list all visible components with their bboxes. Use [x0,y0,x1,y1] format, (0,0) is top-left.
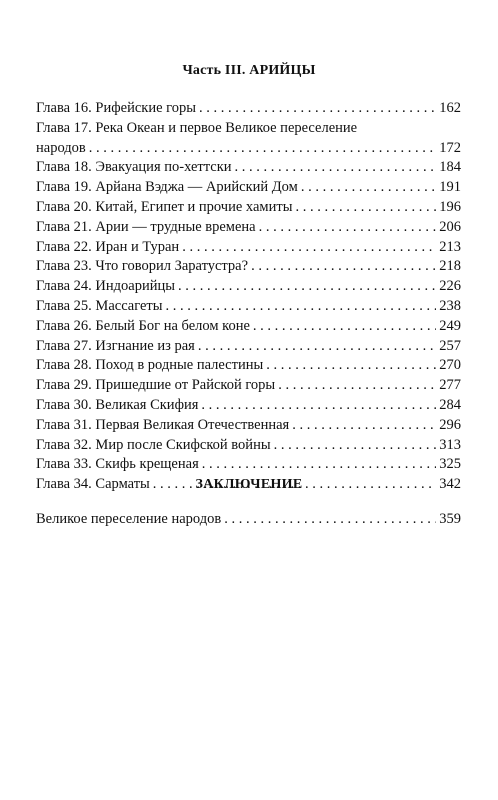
entry-page-number: 342 [439,476,461,493]
dot-leader [301,178,436,198]
entry-title: Глава 30. Великая Скифия [36,396,199,413]
toc-entry [36,198,461,218]
toc-entry [36,178,461,198]
entry-title: Глава 24. Индоарийцы [36,278,175,295]
dot-leader [292,416,436,436]
toc-entry [36,376,461,396]
entry-page-number: 313 [439,436,461,453]
toc-entry [36,416,461,436]
dot-leader [253,317,436,337]
dot-leader [295,198,436,218]
entry-page-number: 270 [439,357,461,374]
entry-title: Глава 20. Китай, Египет и прочие хамиты [36,198,293,215]
toc-entry [36,396,461,416]
entry-title: Глава 31. Первая Великая Отечественная [36,416,290,433]
entry-page-number: 296 [439,416,461,433]
entry-page-number: 277 [439,377,461,394]
entry-page-number: 213 [439,238,461,255]
dot-leader [202,455,437,475]
entry-page-number: 196 [439,198,461,215]
dot-leader [235,158,437,178]
toc-entry [36,218,461,238]
table-of-contents [36,99,461,495]
entry-title: Глава 22. Иран и Туран [36,238,180,255]
toc-entry [36,119,461,159]
entry-title: Глава 32. Мир после Скифской войны [36,436,271,453]
toc-entry [36,356,461,376]
dot-leader [259,218,437,238]
entry-page-number: 218 [439,258,461,275]
dot-leader [266,356,436,376]
dot-leader [89,139,436,159]
entry-title: Глава 25. Массагеты [36,297,163,314]
entry-title: Великое переселение народов [36,511,222,527]
entry-page-number: 172 [439,139,461,156]
dot-leader [224,510,436,530]
toc-entry [36,257,461,277]
conclusion-heading: ЗАКЛЮЧЕНИЕ [195,477,303,492]
part-title: Часть III. АРИЙЦЫ [182,63,316,78]
entry-page-number: 162 [439,100,461,116]
toc-entry [36,297,461,317]
entry-title: Глава 23. Что говорил Заратустра? [36,258,249,275]
entry-page-number: 359 [439,511,461,527]
entry-page-number: 257 [439,337,461,354]
entry-title: Глава 34. Сарматы [36,476,150,493]
toc-entry [36,317,461,337]
entry-title: Глава 33. Скифь крещеная [36,456,199,473]
dot-leader [274,436,437,456]
entry-title: Глава 21. Арии — трудные времена [36,218,256,235]
toc-entry [36,277,461,297]
entry-title: Глава 18. Эвакуация по-хеттски [36,159,232,176]
conclusion-list [36,510,461,530]
dot-leader [178,277,436,297]
toc-entry [36,238,461,258]
entry-title: Глава 26. Белый Бог на белом коне [36,317,250,334]
toc-entry [36,436,461,456]
toc-entry [36,99,461,119]
entry-page-number: 238 [439,297,461,314]
entry-page-number: 206 [439,218,461,235]
entry-page-number: 226 [439,278,461,295]
dot-leader [166,297,437,317]
toc-entry [36,337,461,357]
entry-title: Глава 16. Рифейские горы [36,100,196,116]
dot-leader [198,337,436,357]
entry-title: Глава 28. Поход в родные палестины [36,357,264,374]
entry-title: Глава 29. Пришедшие от Райской горы [36,377,276,394]
entry-title-line1: Глава 17. Река Океан и первое Великое переселение [36,119,358,136]
entry-title: Глава 27. Изгнание из рая [36,337,195,354]
toc-entry [36,455,461,475]
entry-page-number: 325 [439,456,461,473]
entry-page-number: 249 [439,317,461,334]
entry-page-number: 184 [439,159,461,176]
entry-title: Глава 19. Арйана Вэджа — Арийский Дом [36,179,298,196]
dot-leader [201,396,436,416]
toc-entry [36,158,461,178]
toc-entry [36,510,461,530]
dot-leader [182,238,436,258]
entry-title: народов [36,139,86,156]
dot-leader [278,376,436,396]
entry-page-number: 191 [439,179,461,196]
dot-leader [251,257,436,277]
dot-leader [199,99,436,119]
entry-page-number: 284 [439,396,461,413]
